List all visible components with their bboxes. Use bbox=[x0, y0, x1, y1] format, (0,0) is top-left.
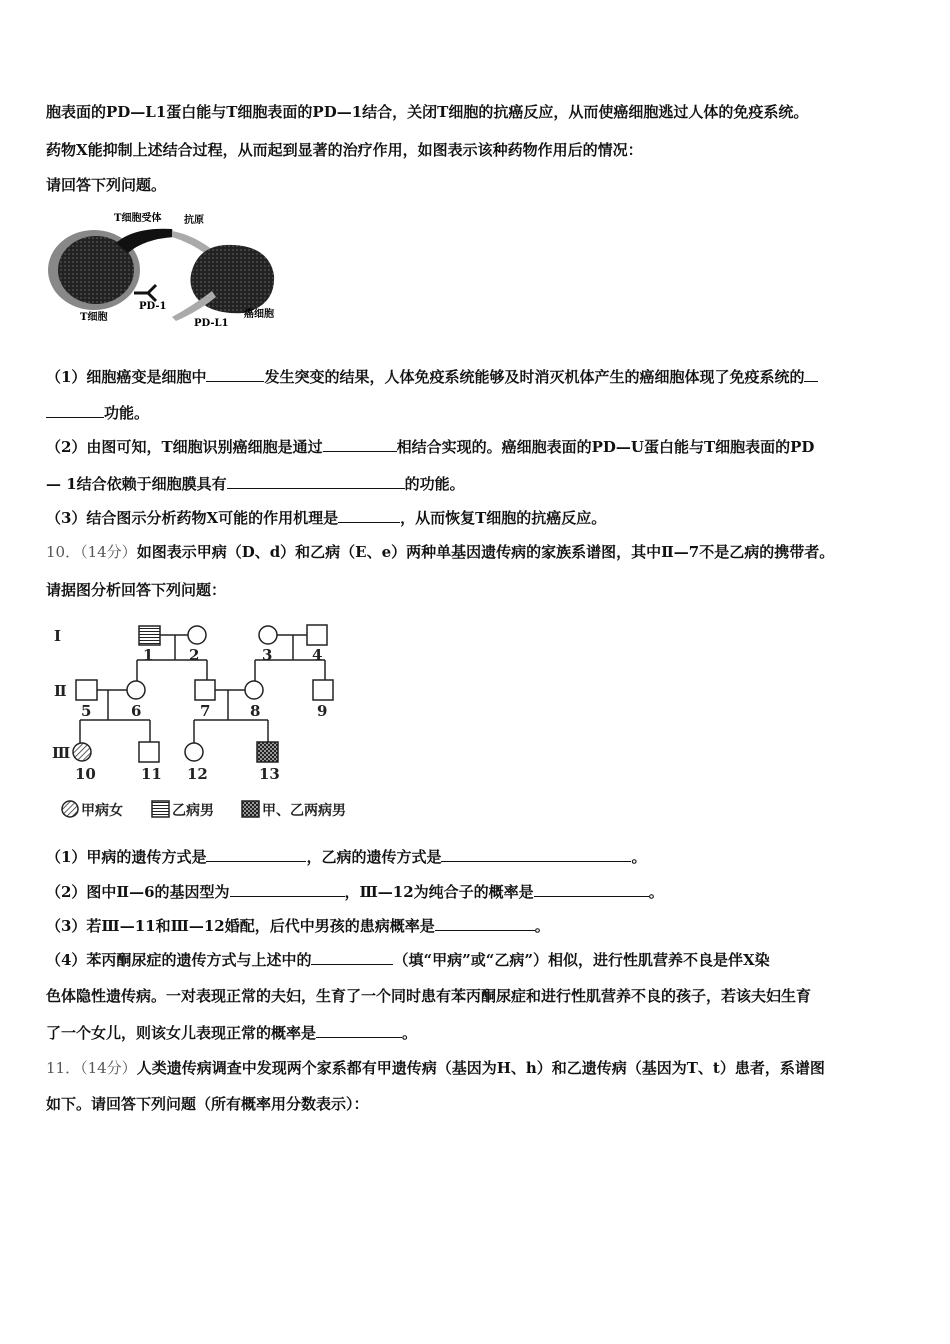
q10-part3 bbox=[46, 916, 550, 936]
text: （2）由图可知，T细胞识别癌细胞是通过 bbox=[46, 438, 323, 456]
text: ，乙病的遗传方式是 bbox=[306, 848, 442, 866]
individual-13 bbox=[257, 742, 278, 762]
text: 发生突变的结果，人体免疫系统能够及时消灭机体产生的癌细胞体现了免疫系统的 bbox=[264, 368, 805, 386]
text: 。 bbox=[648, 883, 664, 901]
individual-1 bbox=[139, 626, 160, 645]
individual-7 bbox=[195, 680, 215, 700]
text: （3）结合图示分析药物X可能的作用机理是 bbox=[46, 509, 339, 527]
individual-number: 1 bbox=[143, 646, 154, 664]
individual-11 bbox=[139, 742, 159, 762]
text: （1）细胞癌变是细胞中 bbox=[46, 368, 207, 386]
q10-stem-cont: 请据图分析回答下列问题： bbox=[46, 581, 227, 599]
text: 的功能。 bbox=[404, 475, 465, 493]
answer-blank[interactable] bbox=[441, 847, 631, 862]
individual-number: 13 bbox=[259, 765, 280, 783]
intro-line-2: 药物X能抑制上述结合过程，从而起到显著的治疗作用，如图表示该种药物作用后的情况： bbox=[46, 141, 643, 159]
answer-blank[interactable] bbox=[804, 367, 818, 382]
individual-5 bbox=[76, 680, 97, 700]
individual-number: 9 bbox=[317, 702, 328, 720]
text: 了一个女儿，则该女儿表现正常的概率是 bbox=[46, 1024, 317, 1042]
individual-number: 4 bbox=[312, 646, 323, 664]
text: （填“甲病”或“乙病”）相似，进行性肌营养不良是伴X染 bbox=[393, 951, 770, 969]
label-t-cell-receptor: T细胞受体 bbox=[114, 213, 162, 224]
individual-number: 11 bbox=[141, 765, 162, 783]
q10-part1 bbox=[46, 847, 646, 867]
text: 。 bbox=[534, 917, 550, 935]
text: 人类遗传病调查中发现两个家系都有甲遗传病（基因为H、h）和乙遗传病（基因为T、t）患者，系谱图 bbox=[136, 1059, 825, 1077]
answer-blank[interactable] bbox=[311, 950, 393, 965]
answer-blank[interactable] bbox=[534, 882, 649, 897]
q10-part4 bbox=[46, 950, 770, 970]
text: 相结合实现的。癌细胞表面的PD—U蛋白能与T细胞表面的PD bbox=[396, 438, 815, 456]
individual-2 bbox=[188, 626, 206, 644]
individual-number: 10 bbox=[75, 765, 96, 783]
individual-12 bbox=[185, 743, 203, 761]
individual-4 bbox=[307, 625, 327, 645]
individual-number: 8 bbox=[250, 702, 261, 720]
text: 如图表示甲病（D、d）和乙病（E、e）两种单基因遗传病的家族系谱图，其中Ⅱ—7不是乙病的携带者。 bbox=[136, 543, 835, 561]
legend-label: 甲病女 bbox=[81, 803, 123, 819]
text: （1）甲病的遗传方式是 bbox=[46, 848, 207, 866]
individual-6 bbox=[127, 681, 145, 699]
question-number: 11．（14分） bbox=[46, 1059, 137, 1077]
text: 。 bbox=[631, 848, 647, 866]
generation-label: Ⅲ bbox=[52, 744, 71, 762]
generation-label: Ⅱ bbox=[54, 682, 67, 700]
individual-number: 3 bbox=[262, 646, 273, 664]
legend-yi-male-icon bbox=[152, 801, 169, 817]
question-number: 10．（14分） bbox=[46, 543, 137, 561]
label-antigen: 抗原 bbox=[184, 215, 204, 226]
individual-8 bbox=[245, 681, 263, 699]
answer-blank[interactable] bbox=[316, 1023, 402, 1038]
text: — 1结合依赖于细胞膜具有 bbox=[46, 475, 227, 493]
individual-number: 2 bbox=[189, 646, 200, 664]
text: （4）苯丙酮尿症的遗传方式与上述中的 bbox=[46, 951, 312, 969]
intro-line-1: 胞表面的PD—L1蛋白能与T细胞表面的PD—1结合，关闭T细胞的抗癌反应，从而使癌细胞逃过人体的免疫系统。 bbox=[46, 103, 809, 121]
text: （3）若Ⅲ—11和Ⅲ—12婚配，后代中男孩的患病概率是 bbox=[46, 917, 435, 935]
answer-blank[interactable] bbox=[435, 916, 535, 931]
q10-part4-cont2 bbox=[46, 1023, 417, 1043]
q10-part4-cont: 色体隐性遗传病。一对表现正常的夫妇，生育了一个同时患有苯丙酮尿症和进行性肌营养不良的孩子，若该夫妇生育 bbox=[46, 987, 812, 1005]
text: ，从而恢复T细胞的抗癌反应。 bbox=[400, 509, 607, 527]
label-cancer-cell: 癌细胞 bbox=[244, 309, 274, 320]
intro-line-3: 请回答下列问题。 bbox=[46, 176, 167, 194]
individual-number: 5 bbox=[81, 702, 92, 720]
legend-label: 甲、乙两病男 bbox=[262, 803, 346, 819]
text: （2）图中Ⅱ—6的基因型为 bbox=[46, 883, 230, 901]
individual-number: 12 bbox=[187, 765, 208, 783]
legend-both-male-icon bbox=[242, 801, 259, 817]
label-t-cell: T细胞 bbox=[80, 312, 108, 323]
individual-3 bbox=[259, 626, 277, 644]
answer-blank[interactable] bbox=[206, 847, 306, 862]
text: ，Ⅲ—12为纯合子的概率是 bbox=[344, 883, 534, 901]
legend-label: 乙病男 bbox=[172, 803, 214, 819]
individual-number: 6 bbox=[131, 702, 142, 720]
text: 功能。 bbox=[104, 404, 150, 422]
generation-label: Ⅰ bbox=[54, 627, 62, 645]
label-pd1: PD-1 bbox=[139, 301, 167, 312]
label-pdl1: PD-L1 bbox=[194, 318, 229, 329]
legend-jia-female-icon bbox=[62, 801, 78, 817]
pedigree-chart bbox=[0, 0, 360, 830]
answer-blank[interactable] bbox=[230, 882, 345, 897]
q11-stem bbox=[46, 1058, 825, 1078]
q10-part2 bbox=[46, 882, 664, 902]
q11-stem-cont: 如下。请回答下列问题（所有概率用分数表示）： bbox=[46, 1095, 369, 1113]
individual-9 bbox=[313, 680, 333, 700]
text: 。 bbox=[402, 1024, 418, 1042]
individual-10 bbox=[73, 743, 91, 761]
individual-number: 7 bbox=[200, 702, 211, 720]
